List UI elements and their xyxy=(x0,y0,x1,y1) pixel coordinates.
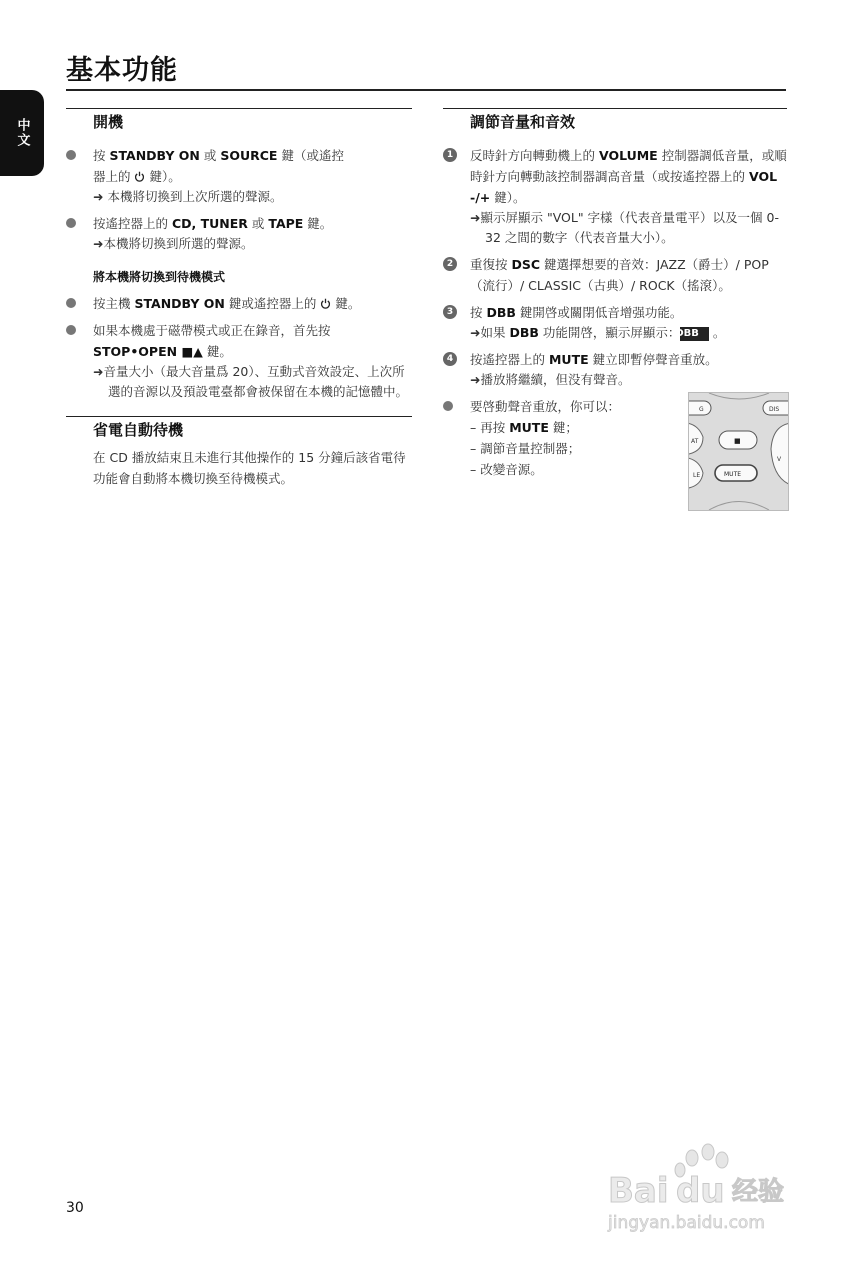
step-item: 1 反時針方向轉動機上的 VOLUME 控制器調低音量，或順時針方向轉動該控制器調高音量（或按遙控器上的 VOL -/+ 鍵）。 ➜顯示屏顯示 "VOL" 字樣（代表音量電平）以及一個 0-32 之間的數字（代表音量大小）。 xyxy=(443,145,787,248)
stop-icon: ■ xyxy=(734,437,741,445)
step-item: 2 重復按 DSC 鍵選擇想要的音效：JAZZ（爵士）/ POP（流行）/ CLASSIC（古典）/ ROCK（搖滾）。 xyxy=(443,254,787,296)
step-number-4: 4 xyxy=(443,352,457,366)
language-tab xyxy=(0,90,44,176)
result-note: ➜播放將繼續，但没有聲音。 xyxy=(470,372,631,387)
remote-drawing xyxy=(689,393,788,510)
power-icon xyxy=(134,171,145,182)
section-heading-volume-sound: 調節音量和音效 xyxy=(443,108,787,133)
watermark-label: 经验 xyxy=(732,1177,785,1207)
remote-button-label: G xyxy=(699,406,704,413)
title-divider xyxy=(66,89,786,91)
list-item: 要啓動聲音重放，你可以： xyxy=(443,396,685,417)
remote-mute-illustration xyxy=(688,392,789,511)
watermark-brand-2: du xyxy=(676,1171,725,1211)
step-item: 4 按遙控器上的 MUTE 鍵立即暫停聲音重放。 ➜播放將繼續，但没有聲音。 xyxy=(443,349,787,390)
result-note: ➜ 本機將切換到上次所選的聲源。 xyxy=(93,189,283,204)
remote-button-label: AT xyxy=(691,438,699,445)
remote-button-label: V xyxy=(777,456,782,463)
baidu-watermark xyxy=(600,1140,810,1240)
mute-button-label: MUTE xyxy=(724,471,742,478)
baidu-logo-icon xyxy=(600,1140,810,1240)
option-change-source: – 改變音源。 xyxy=(470,462,543,477)
step-number-1: 1 xyxy=(443,148,457,162)
list-item: 按遙控器上的 CD, TUNER 或 TAPE 鍵。 ➜本機將切換到所選的聲源。 xyxy=(66,213,412,254)
result-note: ➜本機將切換到所選的聲源。 xyxy=(93,236,254,251)
result-note: ➜如果 DBB 功能開啓，顯示屏顯示：DBB 。 xyxy=(470,325,726,340)
option-mute-again: – 再按 MUTE 鍵； xyxy=(470,420,578,435)
bullet-icon xyxy=(66,325,76,335)
auto-standby-paragraph: 在 CD 播放結束且未進行其他操作的 15 分鐘后該省電待功能會自動將本機切換至待機模式。 xyxy=(93,450,406,486)
remote-button-label: DIS xyxy=(769,406,780,413)
page-title: 基本功能 xyxy=(66,55,178,86)
step-item: 3 按 DBB 鍵開啓或關閉低音增强功能。 ➜如果 DBB 功能開啓，顯示屏顯示：DBB 。 xyxy=(443,302,787,343)
watermark-brand: Bai xyxy=(608,1171,669,1211)
subsection-heading-standby: 將本機將切換到待機模式 xyxy=(93,270,226,284)
left-column xyxy=(66,108,412,489)
bullet-icon xyxy=(66,218,76,228)
step-number-3: 3 xyxy=(443,305,457,319)
list-item: 按主機 STANDBY ON 鍵或遙控器上的 鍵。 xyxy=(66,293,412,314)
page-number: 30 xyxy=(66,1200,84,1216)
list-item: 如果本機處于磁帶模式或正在錄音，首先按 STOP•OPEN ■▲ 鍵。 ➜音量大小（最大音量爲 20）、互動式音效設定、上次所選的音源以及預設電臺都會被保留在本機的記憶體中。 xyxy=(66,320,412,402)
list-item: 按 STANDBY ON 或 SOURCE 鍵（或遙控 器上的 鍵）。 ➜ 本機將切換到上次所選的聲源。 xyxy=(66,145,412,207)
dbb-display-badge: DBB xyxy=(680,327,709,341)
bullet-icon xyxy=(443,401,453,411)
section-heading-auto-standby: 省電自動待機 xyxy=(66,416,412,441)
option-adjust-volume: – 調節音量控制器； xyxy=(470,441,581,456)
power-icon xyxy=(320,298,331,309)
bullet-icon xyxy=(66,150,76,160)
section-heading-power-on: 開機 xyxy=(66,108,412,133)
bullet-icon xyxy=(66,298,76,308)
language-tab-label: 中文 xyxy=(14,118,30,148)
watermark-url: jingyan.baidu.com xyxy=(608,1213,765,1233)
remote-button-label: LE xyxy=(693,472,701,479)
result-note: ➜音量大小（最大音量爲 20）、互動式音效設定、上次所選的音源以及預設電臺都會被保留在本機的記憶體中。 xyxy=(93,364,409,399)
step-number-2: 2 xyxy=(443,257,457,271)
result-note: ➜顯示屏顯示 "VOL" 字樣（代表音量電平）以及一個 0-32 之間的數字（代表音量大小）。 xyxy=(470,210,779,245)
